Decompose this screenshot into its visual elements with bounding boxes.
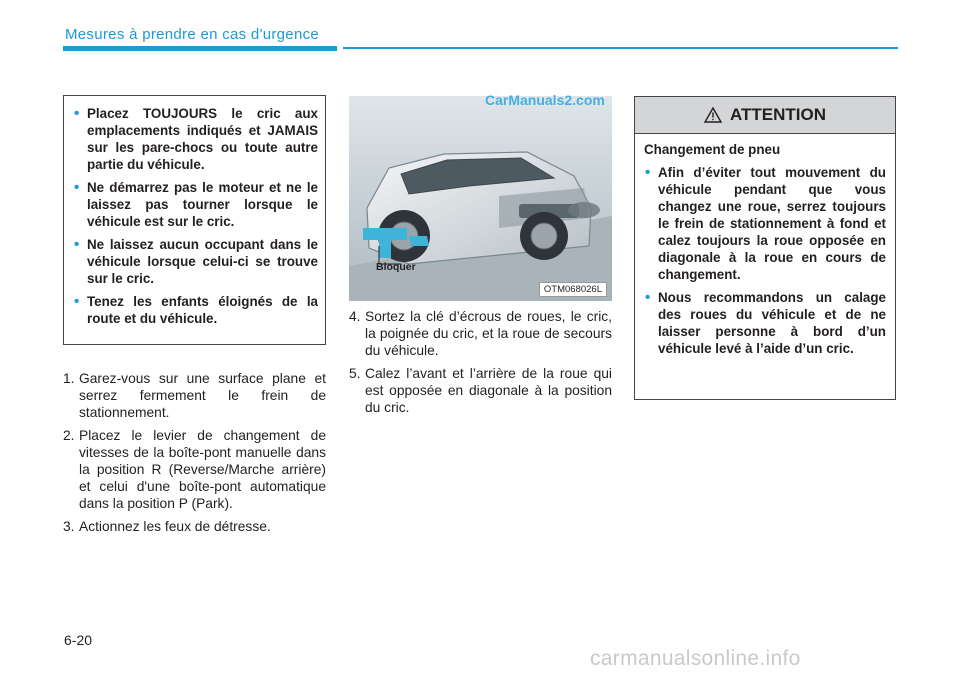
header-rule-thick — [63, 46, 337, 51]
step-item — [63, 427, 326, 513]
figure-label: Bloquer — [376, 261, 416, 273]
figure-code: OTM068026L — [539, 282, 607, 297]
attention-body — [635, 134, 895, 357]
attention-list — [644, 164, 886, 357]
step-text: Sortez la clé d’écrous de roues, le cric, la poignée du cric, et la roue de secours du véhicule. — [365, 309, 612, 359]
step-text: Actionnez les feux de détresse. — [79, 518, 271, 534]
attention-item: • Nous recommandons un calage des roues du véhicule et de ne laisser personne à bord d’un véhicule levé à l’aide d’un cric. — [644, 289, 886, 357]
warning-list — [73, 105, 318, 327]
step-number: 4. — [349, 309, 361, 324]
step-text: Placez le levier de changement de vitesses de la boîte-pont manuelle dans la position R (Reverse/Marche arrière) et celui d'une boîte-pont automatique dans la position P (Park). — [79, 427, 326, 512]
step-text: Garez-vous sur une surface plane et serrez fermement le frein de stationnement. — [79, 371, 326, 421]
warning-item: • Ne démarrez pas le moteur et ne le laissez pas tourner lorsque le véhicule est sur le cric. — [73, 179, 318, 230]
watermark-carmanuals: CarManuals2.com — [485, 92, 605, 108]
header-rule-thin — [343, 47, 898, 49]
step-number: 5. — [349, 365, 361, 381]
warning-item: • Tenez les enfants éloignés de la route et du véhicule. — [73, 293, 318, 327]
step-item — [63, 370, 326, 422]
warning-triangle-icon — [704, 107, 722, 123]
step-item — [349, 365, 612, 417]
warning-item: • Ne laissez aucun occupant dans le véhicule lorsque celui-ci se trouve sur le cric. — [73, 236, 318, 287]
step-item — [63, 518, 326, 535]
step-number: 3. — [63, 518, 75, 534]
attention-subtitle: Changement de pneu — [644, 142, 781, 157]
step-number: 2. — [63, 427, 75, 443]
step-number: 1. — [63, 371, 75, 386]
attention-box — [634, 96, 896, 400]
steps-list-middle — [349, 308, 612, 421]
attention-item: • Afin d’éviter tout mouvement du véhicule pendant que vous changez une roue, serrez toujours le frein de stationnement à fond et calez toujours la roue opposée en diagonale à la roue en cours de changement. — [644, 164, 886, 283]
step-text: Calez l’avant et l’arrière de la roue qui est opposée en diagonale à la position du cric. — [365, 365, 612, 416]
attention-header — [635, 97, 895, 134]
attention-title: ATTENTION — [729, 105, 826, 124]
warning-item: • Placez TOUJOURS le cric aux emplacements indiqués et JAMAIS sur les pare-chocs ou toute autre partie du véhicule. — [73, 105, 318, 173]
step-item — [349, 308, 612, 360]
page-number: 6-20 — [64, 632, 93, 648]
section-title: Mesures à prendre en cas d'urgence — [65, 26, 320, 43]
warning-box — [63, 95, 326, 345]
steps-list-left — [63, 370, 326, 540]
car-jack-illustration — [349, 96, 612, 301]
footer-watermark: carmanualsonline.info — [590, 647, 801, 670]
